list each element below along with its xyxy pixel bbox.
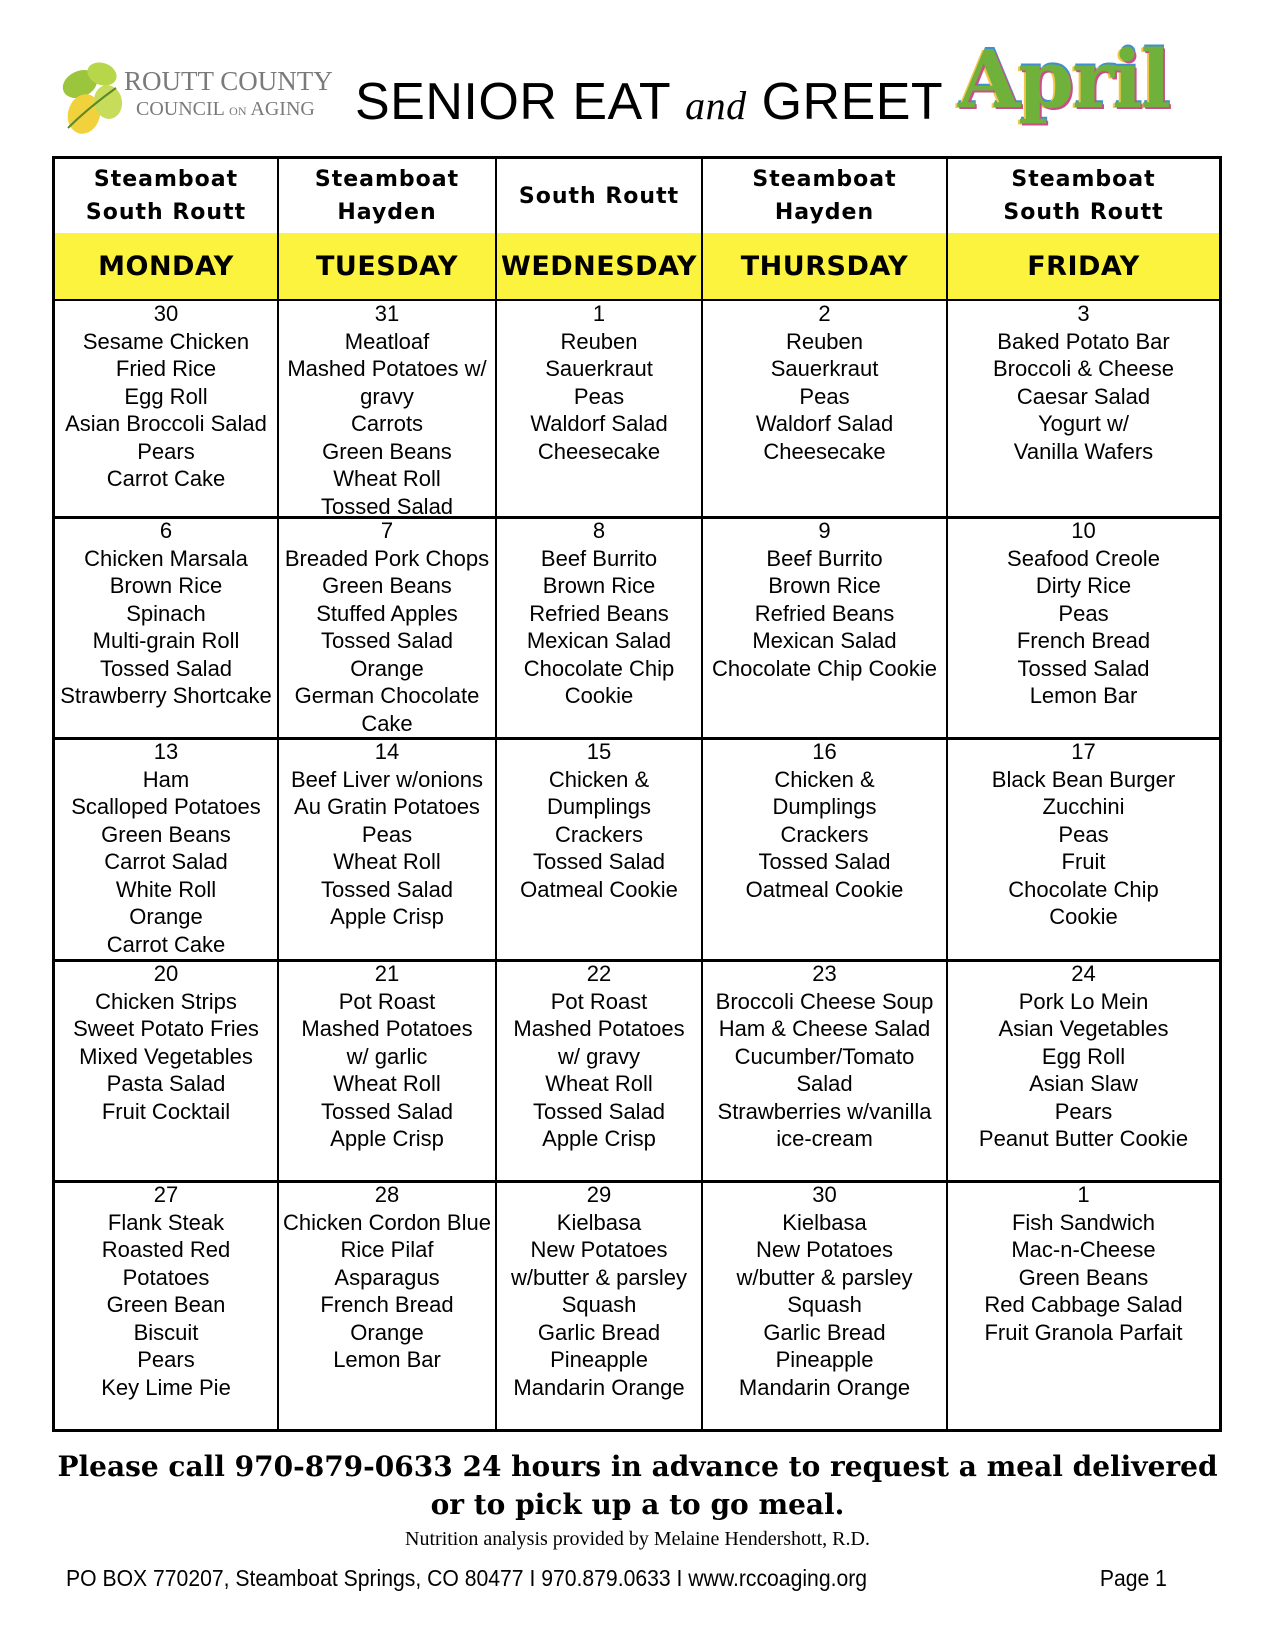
menu-item: Fruit Granola Parfait [984,1319,1183,1345]
menu-item: Pears [137,438,195,464]
menu-item: Pears [137,1347,195,1372]
menu-item: Spinach [126,600,206,626]
menu-item: Garlic Bread [537,1319,661,1345]
menu-item: Orange [350,655,424,681]
menu-item: Peanut Butter Cookie [978,1126,1189,1151]
menu-item: ice-cream [776,1126,873,1151]
menu-item: Asian Broccoli Salad [65,411,267,436]
menu-item: Mac-n-Cheese [1011,1237,1156,1262]
menu-item: Egg Roll [1041,1043,1126,1069]
menu-item: Fish Sandwich [1011,1209,1156,1235]
location-header [948,159,1219,233]
day-menu-cell [55,299,279,516]
menu-item: gravy [360,383,414,409]
menu-item: German Chocolate [294,683,480,708]
contact-address: PO BOX 770207, Steamboat Springs, CO 80477 I 970.879.0633 I www.rccoaging.org [66,1565,868,1591]
menu-item: New Potatoes [530,1237,668,1262]
menu-item: Sesame Chicken [82,328,250,354]
day-menu-cell [497,299,703,516]
menu-item: Carrots [350,411,424,436]
menu-item: Broccoli & Cheese [993,356,1174,381]
location-name: Steamboat [752,167,897,192]
menu-item: Biscuit [133,1319,199,1345]
menu-item: Cucumber/Tomato [734,1043,915,1069]
menu-item: Squash [561,1292,637,1317]
menu-item: Black Bean Burger [991,766,1176,792]
menu-item: Beef Burrito [540,545,658,571]
date-number: 1 [592,301,606,326]
menu-item: Peas [799,383,850,409]
date-number: 7 [380,518,394,543]
date-number: 29 [586,1182,612,1207]
page-title [355,72,943,132]
menu-item: Brown Rice [542,573,656,598]
menu-item: w/butter & parsley [510,1264,688,1290]
weekday-friday: FRIDAY [1027,250,1140,282]
date-number: 22 [586,961,612,986]
menu-item: Salad [796,1071,853,1096]
menu-item: Tossed Salad [320,493,454,516]
day-menu-cell [279,959,497,1180]
menu-item: Meatloaf [344,328,430,354]
location-name: South Routt [1003,200,1164,225]
day-menu-cell [497,516,703,737]
menu-item: Caesar Salad [1016,383,1151,409]
menu-item: Mixed Vegetables [79,1043,253,1069]
menu-item: Cheesecake [763,438,886,464]
menu-item: Oatmeal Cookie [745,876,904,902]
day-menu-cell [703,1180,948,1429]
week-row [55,1180,1219,1429]
title-part-1: SENIOR EAT [355,73,671,131]
menu-item: w/ garlic [346,1043,428,1069]
menu-item: Mashed Potatoes [513,1016,685,1041]
date-number: 8 [592,518,606,543]
menu-item: Scalloped Potatoes [71,794,261,819]
menu-item: White Roll [115,876,217,902]
menu-item: Mandarin Orange [738,1374,911,1400]
menu-item: Multi-grain Roll [92,628,240,653]
location-name: Steamboat [314,167,460,192]
day-menu-cell [703,516,948,737]
menu-item: Carrot Cake [106,466,226,491]
menu-item: French Bread [1016,628,1151,653]
day-menu-cell [55,1180,279,1429]
date-number: 14 [374,739,400,764]
menu-item: Green Beans [322,438,452,464]
week-row [55,516,1219,740]
menu-item: Peas [1058,821,1109,847]
menu-item: Chicken Cordon Blue [283,1209,491,1235]
menu-item: Apple Crisp [330,1126,444,1151]
menu-item: Tossed Salad [99,655,233,681]
weekday-wednesday: WEDNESDAY [497,233,703,299]
date-number: 9 [818,518,831,543]
day-menu-cell [948,1180,1219,1429]
month-graphic [958,32,1178,138]
date-number: 24 [1071,961,1096,986]
menu-item: Sweet Potato Fries [73,1016,259,1041]
location-name: Steamboat [93,167,239,192]
month-label: April [958,32,1169,126]
date-number: 16 [812,739,837,764]
menu-item: Kielbasa [556,1209,642,1235]
menu-item: Green Bean [106,1292,226,1317]
title-part-2: GREET [761,73,944,131]
menu-item: Green Beans [322,573,452,598]
day-menu-cell [497,1180,703,1429]
date-number: 2 [818,301,831,326]
organization-logo [58,58,333,142]
menu-item: French Bread [320,1292,454,1317]
date-number: 20 [153,961,179,986]
menu-item: Pasta Salad [106,1071,226,1096]
week-row [55,737,1219,962]
menu-item: Green Beans [1018,1264,1149,1290]
menu-item: Reuben [785,328,864,354]
location-name: South Routt [85,200,247,225]
menu-item: Squash [787,1292,862,1317]
menu-item: Chicken Marsala [84,545,248,571]
menu-item: Mexican Salad [526,628,672,653]
date-number: 3 [1077,301,1090,326]
date-number: 10 [1071,518,1096,543]
date-number: 30 [153,301,179,326]
logo-org-name: ROUTT COUNTY [124,66,333,96]
day-menu-cell [55,737,279,959]
menu-item: Tossed Salad [1017,655,1150,681]
menu-item: Dirty Rice [1035,573,1132,598]
menu-item: Strawberry Shortcake [60,683,272,708]
menu-item: Crackers [780,821,869,847]
day-menu-cell [948,516,1219,737]
menu-item: Oatmeal Cookie [520,876,678,902]
menu-item: Dumplings [772,794,877,819]
date-number: 1 [1077,1182,1090,1207]
nutrition-credit: Nutrition analysis provided by Melaine Hendershott, R.D. [405,1528,870,1550]
location-name: Steamboat [1011,167,1156,192]
date-number: 17 [1071,739,1096,764]
delivery-notice-line1: Please call 970-879-0633 24 hours in advance to request a meal delivered [57,1450,1218,1483]
menu-item: Orange [350,1319,424,1345]
menu-item: Sauerkraut [770,356,879,381]
menu-item: New Potatoes [756,1237,893,1262]
menu-item: Refried Beans [529,600,669,626]
menu-item: Rice Pilaf [340,1237,434,1262]
date-number: 15 [586,739,612,764]
menu-item: Pot Roast [338,988,436,1014]
day-menu-cell [279,737,497,959]
menu-item: Cake [361,710,413,736]
day-menu-cell [703,299,948,516]
menu-item: Waldorf Salad [755,411,894,436]
location-name: South Routt [518,183,680,209]
weekday-tuesday: TUESDAY [279,233,497,299]
menu-item: Reuben [560,328,638,354]
menu-item: Waldorf Salad [530,411,668,436]
day-menu-cell [279,1180,497,1429]
locations-row [55,159,1219,235]
menu-item: Red Cabbage Salad [984,1292,1183,1317]
day-menu-cell [948,737,1219,959]
location-name: Hayden [774,200,875,225]
menu-item: Peas [361,821,413,847]
day-menu-cell [948,299,1219,516]
menu-item: Lemon Bar [1029,683,1138,708]
title-and: and [685,83,747,128]
weekday-thursday: THURSDAY [703,233,948,299]
menu-item: w/butter & parsley [736,1264,913,1290]
menu-item: Tossed Salad [758,849,891,874]
delivery-notice-line2: or to pick up a to go meal. [430,1488,845,1521]
menu-calendar [52,156,1222,1432]
menu-item: Chicken & [548,766,650,792]
logo-council-text: COUNCIL [136,98,225,120]
menu-item: Tossed Salad [532,1098,666,1124]
date-number: 28 [374,1182,400,1207]
menu-item: Stuffed Apples [316,600,458,626]
date-number: 31 [374,301,400,326]
menu-item: Key Lime Pie [101,1374,231,1400]
menu-item: Kielbasa [782,1209,867,1235]
day-menu-cell [948,959,1219,1180]
menu-item: Apple Crisp [542,1126,656,1151]
menu-item: Wheat Roll [545,1071,653,1096]
aspen-leaf-icon [58,58,128,142]
menu-item: Wheat Roll [333,466,441,491]
menu-item: Tossed Salad [532,849,666,874]
day-menu-cell [703,959,948,1180]
menu-item: Cookie [1049,904,1118,929]
menu-item: Tossed Salad [320,876,454,902]
menu-item: Breaded Pork Chops [284,545,490,571]
week-row [55,959,1219,1183]
menu-item: Pork Lo Mein [1018,988,1149,1014]
menu-item: Yogurt w/ [1038,411,1129,436]
menu-item: Beef Liver w/onions [291,766,483,792]
day-menu-cell [497,737,703,959]
menu-item: Au Gratin Potatoes [294,794,480,819]
menu-item: Egg Roll [124,383,208,409]
menu-item: Chicken Strips [95,988,237,1014]
menu-item: Vanilla Wafers [1013,438,1154,464]
weekday-monday: MONDAY [55,233,279,299]
menu-item: Fruit [1061,849,1106,874]
menu-item: Cookie [564,683,634,708]
menu-item: Carrot Cake [106,931,226,957]
menu-item: Peas [573,383,625,409]
menu-item: Chocolate Chip Cookie [711,655,938,681]
menu-item: Wheat Roll [333,1071,441,1096]
location-header [279,159,497,233]
menu-item: Pineapple [775,1347,874,1372]
weekday-header-row [55,233,1219,301]
menu-item: Asparagus [334,1264,440,1290]
date-number: 13 [153,739,179,764]
menu-item: Refried Beans [754,600,895,626]
menu-item: Mandarin Orange [513,1374,685,1400]
menu-item: Chocolate Chip [523,655,675,681]
logo-aging-text: AGING [250,98,315,120]
menu-item: Flank Steak [107,1209,225,1235]
menu-item: Sauerkraut [545,356,653,381]
menu-item: Orange [129,904,203,929]
date-number: 23 [812,961,837,986]
menu-item: Carrot Salad [104,849,228,874]
menu-item: Mashed Potatoes w/ [287,356,487,381]
menu-item: Lemon Bar [333,1347,441,1372]
location-name: Hayden [337,200,437,225]
day-menu-cell [497,959,703,1180]
location-header [497,159,703,233]
menu-item: Asian Vegetables [998,1016,1169,1041]
menu-item: Tossed Salad [320,1098,454,1124]
menu-item: Dumplings [547,794,651,819]
day-menu-cell [703,737,948,959]
menu-item: Crackers [554,821,643,847]
menu-item: Wheat Roll [333,849,441,874]
date-number: 30 [812,1182,837,1207]
menu-item: Ham & Cheese Salad [718,1016,931,1041]
location-header [55,159,279,233]
menu-item: Roasted Red [101,1237,231,1262]
menu-item: Mashed Potatoes [301,1016,473,1041]
menu-item: Apple Crisp [330,904,444,929]
week-row [55,299,1219,519]
menu-item: Brown Rice [768,573,881,598]
logo-org-subtitle [136,98,315,121]
menu-item: Cheesecake [537,438,661,464]
menu-item: Mexican Salad [752,628,897,653]
menu-item: w/ gravy [558,1043,640,1069]
menu-item: Potatoes [122,1264,210,1290]
menu-item: Peas [1058,600,1109,626]
menu-item: Pineapple [550,1347,648,1372]
menu-item: Fried Rice [115,356,217,381]
logo-on-text: ON [229,104,247,118]
day-menu-cell [55,516,279,737]
menu-item: Chocolate Chip [1008,876,1159,902]
menu-item: Strawberries w/vanilla [717,1098,932,1124]
menu-item: Asian Slaw [1029,1071,1138,1096]
date-number: 21 [374,961,400,986]
day-menu-cell [55,959,279,1180]
menu-item: Pears [1054,1098,1113,1124]
menu-item: Garlic Bread [763,1319,886,1345]
date-number: 27 [153,1182,179,1207]
menu-item: Green Beans [101,821,231,847]
menu-item: Brown Rice [109,573,223,598]
menu-item: Tossed Salad [320,628,454,653]
menu-item: Baked Potato Bar [997,328,1170,354]
day-menu-cell [279,299,497,516]
day-menu-cell [279,516,497,737]
menu-item: Zucchini [1042,794,1125,819]
menu-item: Pot Roast [550,988,648,1014]
menu-item: Fruit Cocktail [101,1098,231,1124]
page-number: Page 1 [1099,1565,1167,1591]
menu-item: Beef Burrito [766,545,883,571]
date-number: 6 [159,518,173,543]
menu-item: Ham [142,766,190,792]
menu-item: Chicken & [774,766,875,792]
location-header [703,159,948,233]
menu-item: Seafood Creole [1007,545,1160,571]
menu-item: Broccoli Cheese Soup [715,988,934,1014]
